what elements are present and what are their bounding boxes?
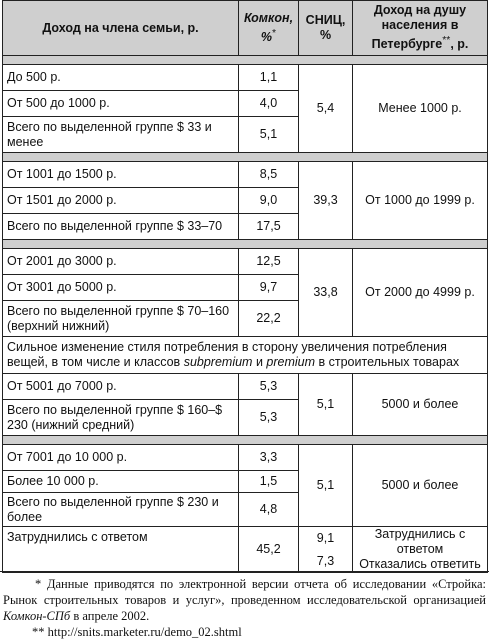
row-label: От 1001 до 1500 р. (3, 162, 239, 188)
group-petersburg: Менее 1000 р. (353, 65, 488, 153)
row-komkon: 12,5 (239, 249, 299, 275)
table-row (3, 527, 488, 573)
group-snits: 5,4 (299, 65, 353, 153)
table-row (3, 65, 488, 91)
group-petersburg: 5000 и более (353, 445, 488, 527)
row-label: От 5001 до 7000 р. (3, 374, 239, 400)
table-row (3, 162, 488, 188)
footnote-2: ** http://snits.marketer.ru/demo_02.shtml (32, 625, 242, 639)
group-snits: 5,1 (299, 374, 353, 436)
row-label: Более 10 000 р. (3, 471, 239, 493)
table-row (3, 249, 488, 275)
row-label: От 2001 до 3000 р. (3, 249, 239, 275)
row-label: Всего по выделенной группе $ 33 и менее (3, 117, 239, 153)
group-petersburg: 5000 и более (353, 374, 488, 436)
row-label: Всего по выделенной группе $ 160–$ 230 (нижний средний) (3, 400, 239, 436)
row-komkon: 17,5 (239, 214, 299, 240)
group-petersburg: От 2000 до 4999 р. (353, 249, 488, 337)
row-label: От 500 до 1000 р. (3, 91, 239, 117)
footnotes (0, 571, 489, 640)
group-snits: 39,3 (299, 162, 353, 240)
note-text: Сильное изменение стиля потребления в сторону увеличения потребления вещей, в том числе и классов subpremium и premium в строительных товарах (3, 337, 488, 374)
table-header-row (3, 1, 488, 56)
row-komkon: 9,7 (239, 275, 299, 301)
row-komkon: 45,2 (239, 527, 299, 573)
header-income: Доход на члена семьи, р. (3, 1, 239, 56)
group-petersburg: От 1000 до 1999 р. (353, 162, 488, 240)
group-petersburg: Затруднились с ответом Отказались ответить (353, 527, 488, 573)
income-table (2, 0, 488, 573)
row-label: Всего по выделенной группе $ 70–160 (верхний нижний) (3, 301, 239, 337)
row-komkon: 4,8 (239, 493, 299, 527)
header-komkon: Комкон, %* (239, 1, 299, 56)
group-separator (3, 436, 488, 445)
row-komkon: 8,5 (239, 162, 299, 188)
header-snits: СНИЦ, % (299, 1, 353, 56)
group-separator (3, 56, 488, 65)
footnote-1: * Данные приводятся по электронной версии отчета об исследовании «Стройка: Рынок строительных товаров и услуг», проведенном исследовательской организацией Комкон-СПб в апреле 2002. (3, 577, 486, 623)
row-label: От 3001 до 5000 р. (3, 275, 239, 301)
row-label: Всего по выделенной группе $ 230 и более (3, 493, 239, 527)
group-snits: 9,1 7,3 (299, 527, 353, 573)
row-komkon: 1,1 (239, 65, 299, 91)
header-petersburg: Доход на душу населения в Петербурге**, р. (353, 1, 488, 56)
row-komkon: 3,3 (239, 445, 299, 471)
row-komkon: 9,0 (239, 188, 299, 214)
row-komkon: 4,0 (239, 91, 299, 117)
row-komkon: 1,5 (239, 471, 299, 493)
group-separator (3, 153, 488, 162)
row-komkon: 5,3 (239, 374, 299, 400)
row-komkon: 5,1 (239, 117, 299, 153)
row-label: Затруднились с ответом (3, 527, 239, 573)
table-row (3, 445, 488, 471)
row-komkon: 5,3 (239, 400, 299, 436)
group-separator (3, 240, 488, 249)
row-label: До 500 р. (3, 65, 239, 91)
row-label: Всего по выделенной группе $ 33–70 (3, 214, 239, 240)
table-row (3, 374, 488, 400)
row-label: От 7001 до 10 000 р. (3, 445, 239, 471)
note-row (3, 337, 488, 374)
row-label: От 1501 до 2000 р. (3, 188, 239, 214)
row-komkon: 22,2 (239, 301, 299, 337)
group-snits: 5,1 (299, 445, 353, 527)
group-snits: 33,8 (299, 249, 353, 337)
